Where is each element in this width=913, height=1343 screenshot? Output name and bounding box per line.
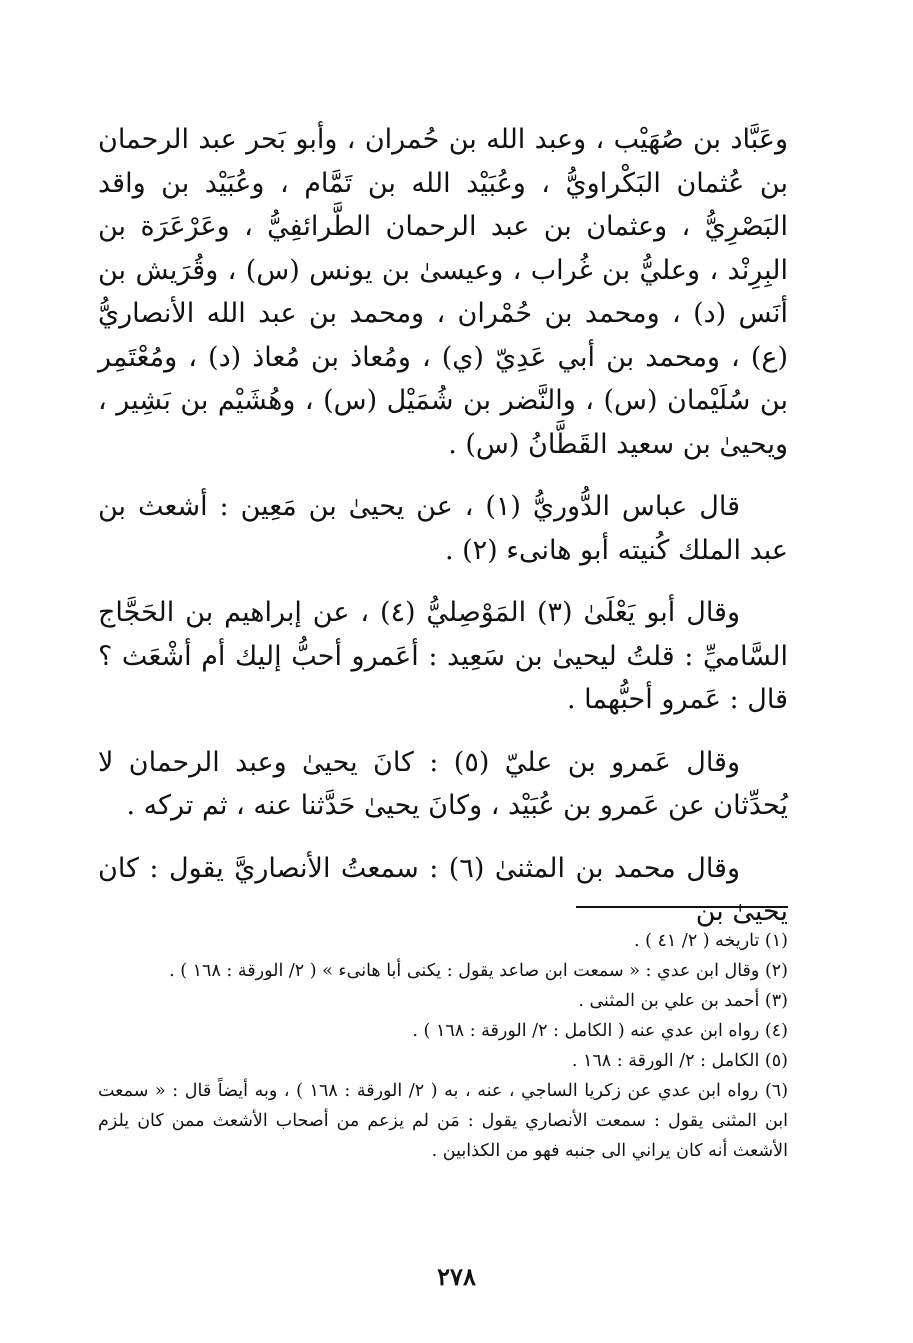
paragraph-4: وقال عَمرو بن عليّ (٥) : كانَ يحيىٰ وعبد الرحمان لا يُحدِّثان عن عَمرو بن عُبَيْد ، وكانَ يحيىٰ حَدَّثنا عنه ، ثم تركه . <box>98 746 788 821</box>
footnote-4: (٤) رواه ابن عدي عنه ( الكامل : ٢/ الورقة : ١٦٨ ) . <box>412 1021 788 1041</box>
footnote-divider <box>576 906 788 908</box>
paragraph-1: وعَبَّاد بن صُهَيْب ، وعبد الله بن حُمران ، وأبو بَحر عبد الرحمان بن عُثمان البَكْراويُّ ، وعُبَيْد الله بن تَمَّام ، وعُبَيْد بن واقد البَصْرِيُّ ، وعثمان بن عبد الرحمان الطَّرائفِيُّ ، وعَرْعَرَة بن البِرِنْد ، وعليُّ بن غُراب ، وعيسىٰ بن يونس (س) ، وقُرَيش بن أنَس (د) ، ومحمد بن حُمْران ، ومحمد بن عبد الله الأنصاريُّ (ع) ، ومحمد بن أبي عَدِيّ (ي) ، ومُعاذ بن مُعاذ (د) ، ومُعْتَمِر بن سُلَيْمان (س) ، والنَّضر بن شُمَيْل (س) ، وهُشَيْم بن بَشِير ، ويحيىٰ بن سعيد القَطَّانُ (س) . <box>98 124 788 460</box>
footnote-3: (٣) أحمد بن علي بن المثنى . <box>578 991 788 1011</box>
footnotes-block <box>98 926 788 1166</box>
paragraph-5: وقال محمد بن المثنىٰ (٦) : سمعتُ الأنصاريَّ يقول : كان يحيىٰ بن <box>98 852 788 927</box>
paragraph-2: قال عباس الدُّوريُّ (١) ، عن يحيىٰ بن مَعِين : أشعث بن عبد الملك كُنيته أبو هانىء (٢) . <box>98 491 788 566</box>
paragraph-3: وقال أبو يَعْلَىٰ (٣) المَوْصِليُّ (٤) ، عن إبراهيم بن الحَجَّاج السَّاميِّ : قلتُ ليحيىٰ بن سَعِيد : أعَمرو أحبُّ إليك أم أشْعَث ؟ قال : عَمرو أحبُّهما . <box>98 597 788 715</box>
footnote-1: (١) تاريخه ( ٢/ ٤١ ) . <box>634 931 788 951</box>
page-number: ٢٧٨ <box>437 1262 476 1291</box>
main-text-block <box>98 118 788 953</box>
footnote-6: (٦) رواه ابن عدي عن زكريا الساجي ، عنه ، به ( ٢/ الورقة : ١٦٨ ) ، وبه أيضاً قال : « سمعت ابن المثنى يقول : سمعت الأنصاري يقول : مَن لم يزعم من أصحاب الأشعث ممن كان يلزم الأشعث أنه كان يراني الى جنبه فهو من الكذابين . <box>98 1081 789 1161</box>
footnote-5: (٥) الكامل : ٢/ الورقة : ١٦٨ . <box>571 1051 788 1071</box>
footnote-2: (٢) وقال ابن عدي : « سمعت ابن صاعد يقول : يكنى أبا هانىء » ( ٢/ الورقة : ١٦٨ ) . <box>169 961 788 981</box>
